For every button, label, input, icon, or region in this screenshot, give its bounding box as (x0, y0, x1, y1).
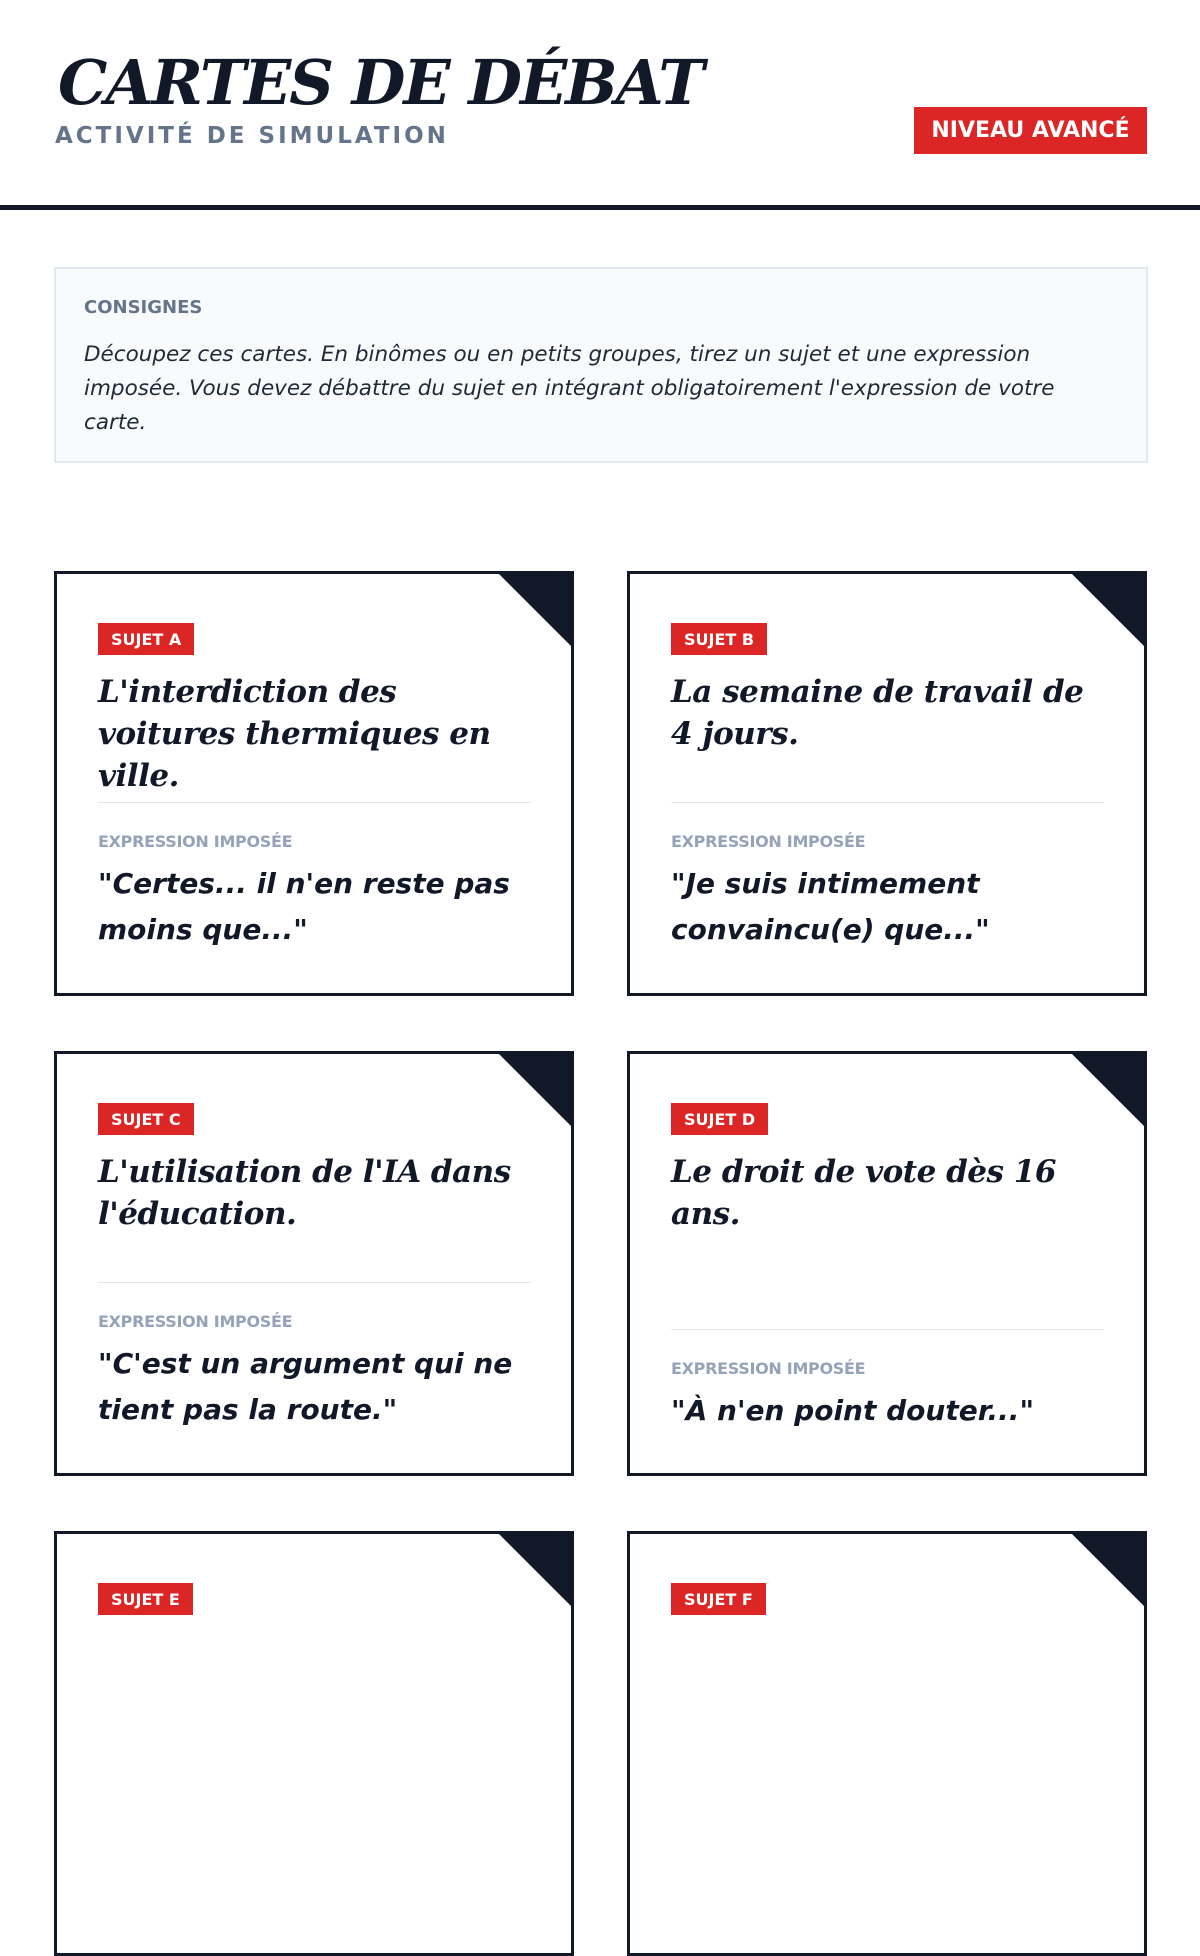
debate-card-c (54, 1051, 574, 1476)
page-title: CARTES DE DÉBAT (58, 46, 703, 119)
card-expression: "Je suis intimement convaincu(e) que..." (671, 867, 990, 946)
card-topic: L'utilisation de l'IA dans l'éducation. (98, 1154, 511, 1232)
card-divider (671, 802, 1104, 803)
instructions-label: CONSIGNES (84, 297, 203, 318)
card-tag: SUJET E (98, 1583, 193, 1615)
card-expression-label: EXPRESSION IMPOSÉE (98, 1312, 293, 1331)
card-expression: "À n'en point douter..." (671, 1394, 1035, 1427)
card-divider (98, 802, 531, 803)
debate-card-d (627, 1051, 1147, 1476)
card-tag: SUJET F (671, 1583, 766, 1615)
level-badge: NIVEAU AVANCÉ (914, 107, 1147, 154)
card-corner-icon (1072, 1054, 1144, 1126)
card-corner-icon (499, 1054, 571, 1126)
page-header (0, 0, 1200, 210)
card-topic: La semaine de travail de 4 jours. (671, 674, 1084, 752)
card-expression-label: EXPRESSION IMPOSÉE (671, 1359, 866, 1378)
card-corner-icon (1072, 1534, 1144, 1606)
card-tag: SUJET B (671, 623, 767, 655)
card-topic: L'interdiction des voitures thermiques en ville. (98, 674, 491, 794)
card-corner-icon (1072, 574, 1144, 646)
page-subtitle: ACTIVITÉ DE SIMULATION (55, 123, 449, 149)
card-divider (98, 1282, 531, 1283)
debate-card-b (627, 571, 1147, 996)
instructions-box (54, 267, 1148, 463)
card-corner-icon (499, 574, 571, 646)
card-expression-label: EXPRESSION IMPOSÉE (671, 832, 866, 851)
card-topic: Le droit de vote dès 16 ans. (671, 1154, 1056, 1232)
card-expression: "C'est un argument qui ne tient pas la route." (98, 1347, 513, 1426)
debate-card-a (54, 571, 574, 996)
debate-card-f (627, 1531, 1147, 1956)
card-tag: SUJET C (98, 1103, 194, 1135)
card-corner-icon (499, 1534, 571, 1606)
card-tag: SUJET A (98, 623, 194, 655)
card-divider (671, 1329, 1104, 1330)
card-expression-label: EXPRESSION IMPOSÉE (98, 832, 293, 851)
debate-card-e (54, 1531, 574, 1956)
card-tag: SUJET D (671, 1103, 768, 1135)
card-expression: "Certes... il n'en reste pas moins que..." (98, 867, 510, 946)
instructions-text: Découpez ces cartes. En binômes ou en petits groupes, tirez un sujet et une expression imposée. Vous devez débattre du sujet en intégrant obligatoirement l'expression de votre carte. (84, 342, 1055, 435)
